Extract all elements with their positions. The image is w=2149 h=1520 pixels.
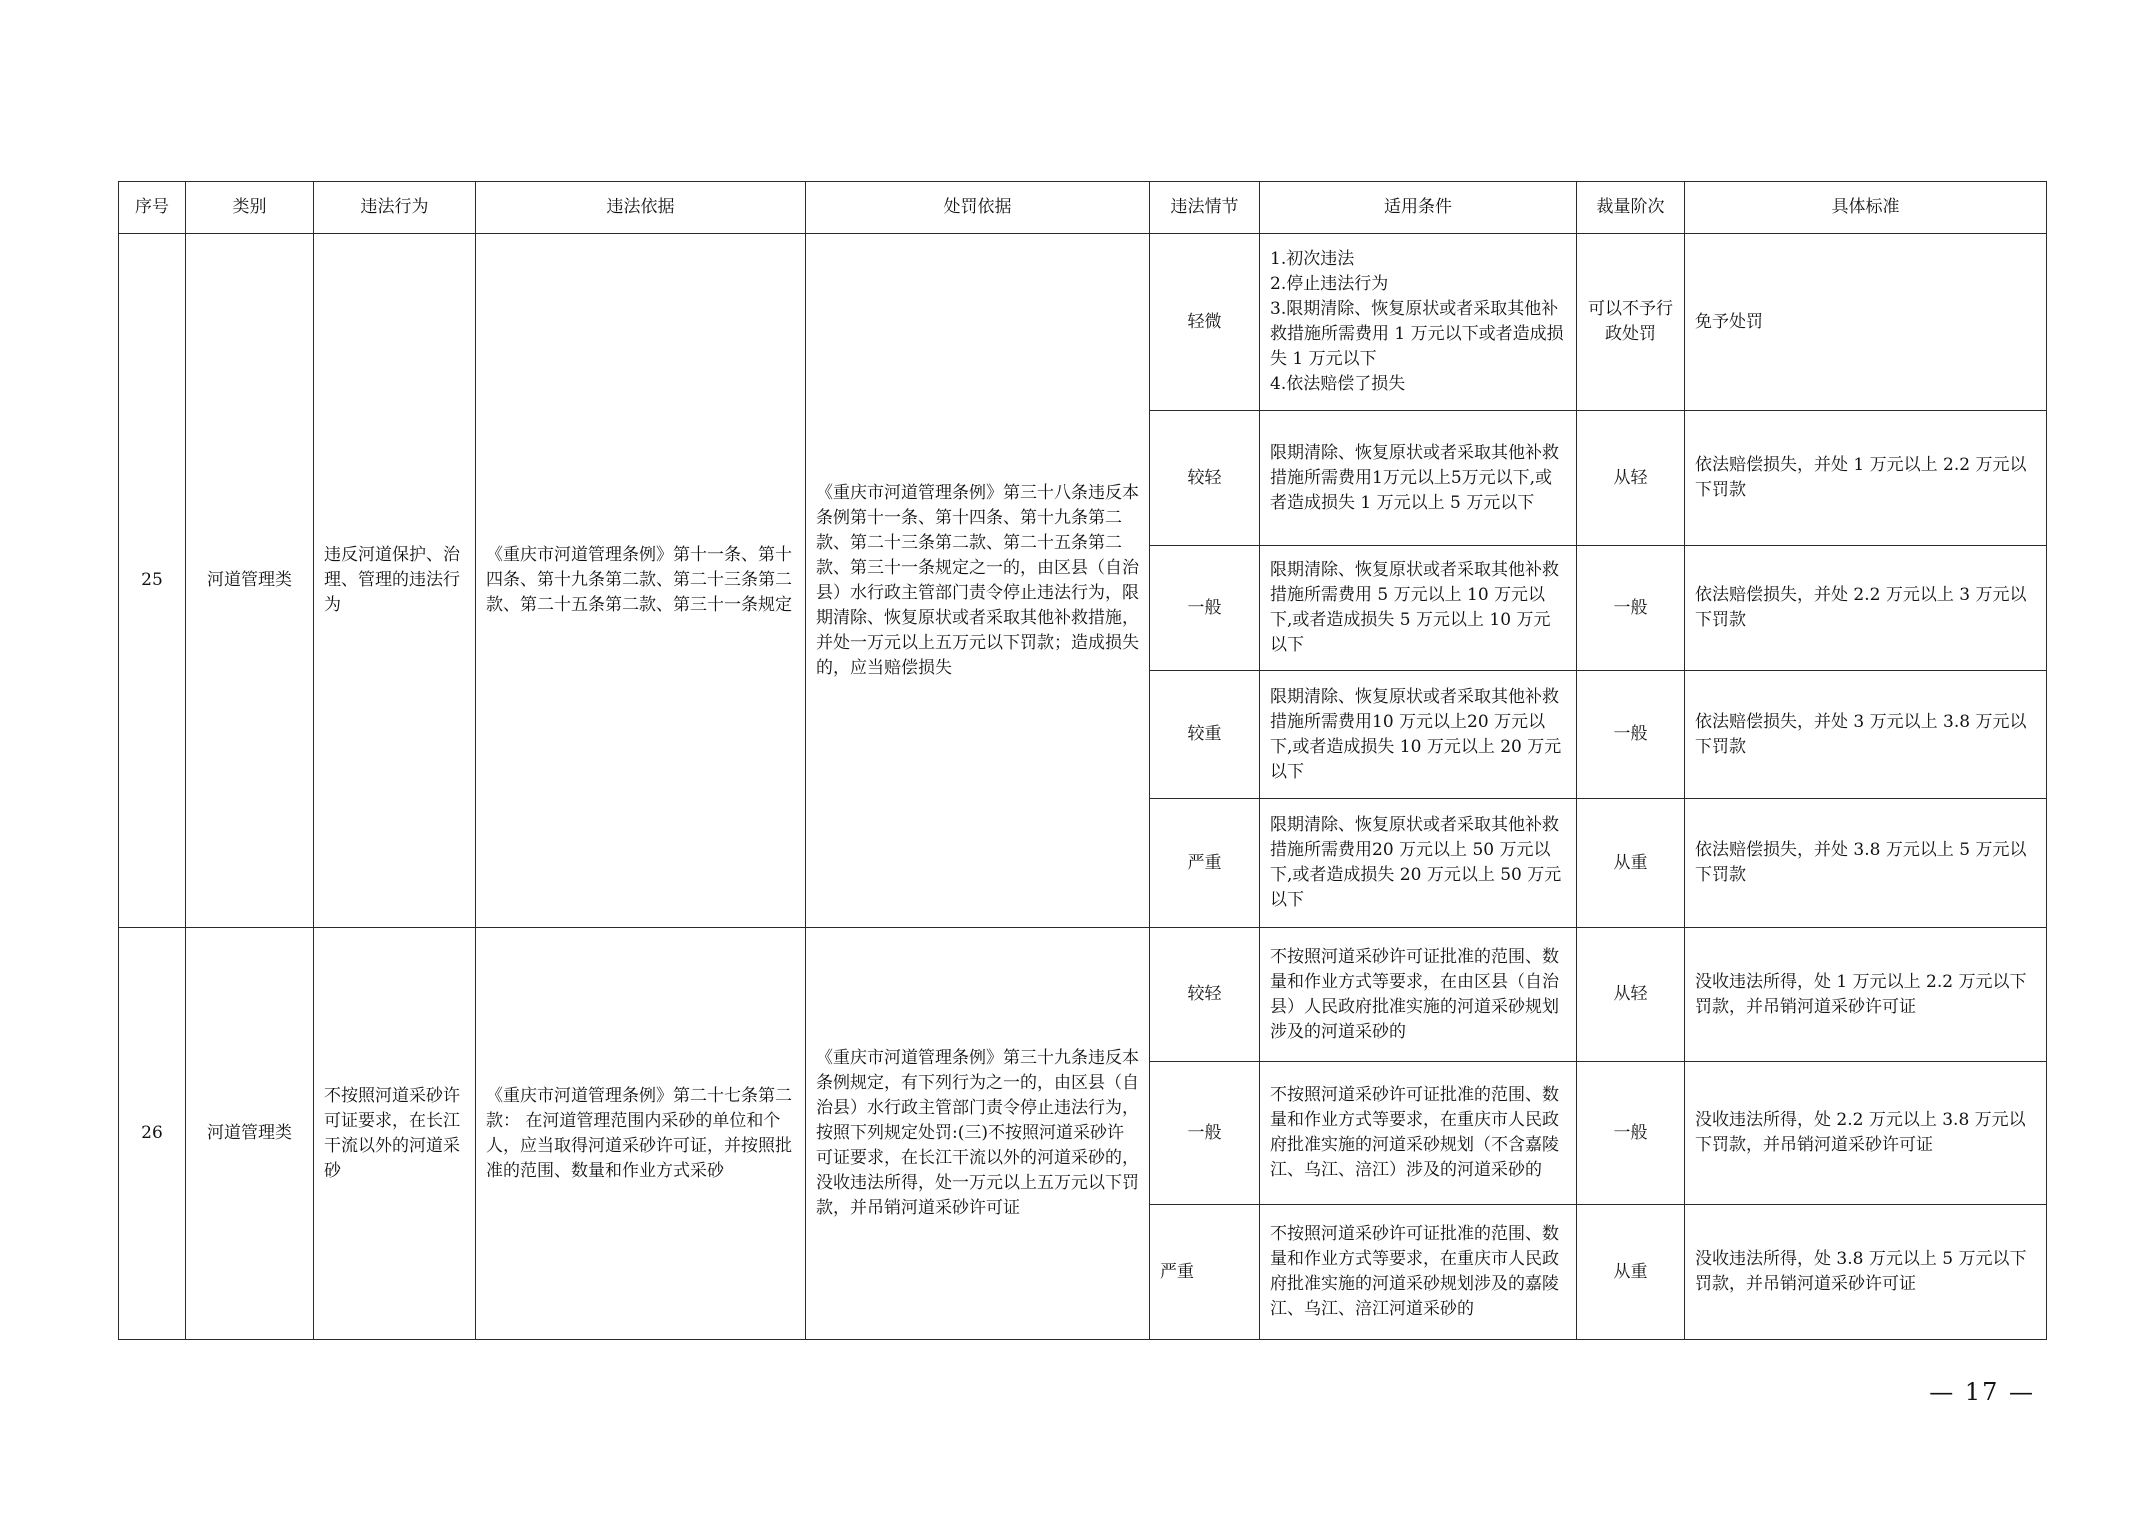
circumstance-cell: 一般 (1150, 1062, 1260, 1205)
condition-cell: 不按照河道采砂许可证批准的范围、数量和作业方式等要求，在重庆市人民政府批准实施的河道采砂规划（不含嘉陵江、乌江、涪江）涉及的河道采砂的 (1260, 1062, 1577, 1205)
standard-cell: 依法赔偿损失，并处 3 万元以上 3.8 万元以下罚款 (1685, 671, 2047, 799)
standard-cell: 依法赔偿损失，并处 1 万元以上 2.2 万元以下罚款 (1685, 411, 2047, 546)
serial-number: 26 (119, 928, 186, 1340)
condition-cell: 限期清除、恢复原状或者采取其他补救措施所需费用 5 万元以上 10 万元以下,或者造成损失 5 万元以上 10 万元以下 (1260, 546, 1577, 671)
standard-cell: 依法赔偿损失，并处 2.2 万元以上 3 万元以下罚款 (1685, 546, 2047, 671)
penalty-discretion-table (118, 181, 2047, 1340)
circumstance-cell: 较轻 (1150, 411, 1260, 546)
table-row (119, 234, 2047, 411)
discretion-tier-cell: 一般 (1577, 671, 1685, 799)
standard-cell: 依法赔偿损失，并处 3.8 万元以上 5 万元以下罚款 (1685, 799, 2047, 928)
standard-cell: 没收违法所得，处 2.2 万元以上 3.8 万元以下罚款，并吊销河道采砂许可证 (1685, 1062, 2047, 1205)
header-category: 类别 (186, 182, 314, 234)
discretion-tier-cell: 一般 (1577, 546, 1685, 671)
discretion-tier-cell: 从重 (1577, 799, 1685, 928)
header-circumstance: 违法情节 (1150, 182, 1260, 234)
standard-cell: 免予处罚 (1685, 234, 2047, 411)
discretion-tier-cell: 从轻 (1577, 411, 1685, 546)
condition-line: 4.依法赔偿了损失 (1270, 374, 1406, 394)
standard-cell: 没收违法所得，处 1 万元以上 2.2 万元以下罚款，并吊销河道采砂许可证 (1685, 928, 2047, 1062)
condition-cell (1260, 234, 1577, 411)
condition-cell: 限期清除、恢复原状或者采取其他补救措施所需费用10 万元以上20 万元以下,或者造成损失 10 万元以上 20 万元以下 (1260, 671, 1577, 799)
category-cell: 河道管理类 (186, 928, 314, 1340)
penalty-basis-cell: 《重庆市河道管理条例》第三十八条违反本条例第十一条、第十四条、第十九条第二款、第二十三条第二款、第二十五条第二款、第三十一条规定之一的，由区县（自治县）水行政主管部门责令停止违法行为，限期清除、恢复原状或者采取其他补救措施，并处一万元以上五万元以下罚款；造成损失的，应当赔偿损失 (806, 234, 1150, 928)
page-number: — 17 — (1929, 1378, 2035, 1406)
category-cell: 河道管理类 (186, 234, 314, 928)
violation-basis-cell: 《重庆市河道管理条例》第二十七条第二款： 在河道管理范围内采砂的单位和个人，应当取得河道采砂许可证，并按照批准的范围、数量和作业方式采砂 (476, 928, 806, 1340)
table-row (119, 928, 2047, 1062)
circumstance-cell: 轻微 (1150, 234, 1260, 411)
penalty-basis-cell: 《重庆市河道管理条例》第三十九条违反本条例规定，有下列行为之一的，由区县（自治县）水行政主管部门责令停止违法行为，按照下列规定处罚:(三)不按照河道采砂许可证要求，在长江干流以外的河道采砂的，没收违法所得，处一万元以上五万元以下罚款，并吊销河道采砂许可证 (806, 928, 1150, 1340)
violation-basis-cell: 《重庆市河道管理条例》第十一条、第十四条、第十九条第二款、第二十三条第二款、第二十五条第二款、第三十一条规定 (476, 234, 806, 928)
header-serial: 序号 (119, 182, 186, 234)
condition-line: 1.初次违法 (1270, 249, 1355, 269)
discretion-tier-cell: 可以不予行政处罚 (1577, 234, 1685, 411)
serial-number: 25 (119, 234, 186, 928)
table-header-row (119, 182, 2047, 234)
condition-cell: 不按照河道采砂许可证批准的范围、数量和作业方式等要求，在由区县（自治县）人民政府批准实施的河道采砂规划涉及的河道采砂的 (1260, 928, 1577, 1062)
discretion-tier-cell: 从重 (1577, 1205, 1685, 1340)
violation-cell: 不按照河道采砂许可证要求，在长江干流以外的河道采砂 (314, 928, 476, 1340)
discretion-tier-cell: 一般 (1577, 1062, 1685, 1205)
condition-cell: 限期清除、恢复原状或者采取其他补救措施所需费用1万元以上5万元以下,或者造成损失 1 万元以上 5 万元以下 (1260, 411, 1577, 546)
violation-cell: 违反河道保护、治理、管理的违法行为 (314, 234, 476, 928)
header-applicable-condition: 适用条件 (1260, 182, 1577, 234)
circumstance-cell: 较重 (1150, 671, 1260, 799)
header-penalty-basis: 处罚依据 (806, 182, 1150, 234)
discretion-tier-cell: 从轻 (1577, 928, 1685, 1062)
condition-cell: 不按照河道采砂许可证批准的范围、数量和作业方式等要求，在重庆市人民政府批准实施的河道采砂规划涉及的嘉陵江、乌江、涪江河道采砂的 (1260, 1205, 1577, 1340)
condition-cell: 限期清除、恢复原状或者采取其他补救措施所需费用20 万元以上 50 万元以下,或者造成损失 20 万元以上 50 万元以下 (1260, 799, 1577, 928)
header-violation: 违法行为 (314, 182, 476, 234)
header-violation-basis: 违法依据 (476, 182, 806, 234)
header-specific-standard: 具体标准 (1685, 182, 2047, 234)
condition-line: 2.停止违法行为 (1270, 274, 1389, 294)
circumstance-cell: 一般 (1150, 546, 1260, 671)
circumstance-cell: 严重 (1150, 799, 1260, 928)
header-discretion-tier: 裁量阶次 (1577, 182, 1685, 234)
standard-cell: 没收违法所得，处 3.8 万元以上 5 万元以下罚款，并吊销河道采砂许可证 (1685, 1205, 2047, 1340)
condition-line: 3.限期清除、恢复原状或者采取其他补救措施所需费用 1 万元以下或者造成损失 1 万元以下 (1270, 299, 1564, 369)
circumstance-cell: 严重 (1150, 1205, 1260, 1340)
circumstance-cell: 较轻 (1150, 928, 1260, 1062)
